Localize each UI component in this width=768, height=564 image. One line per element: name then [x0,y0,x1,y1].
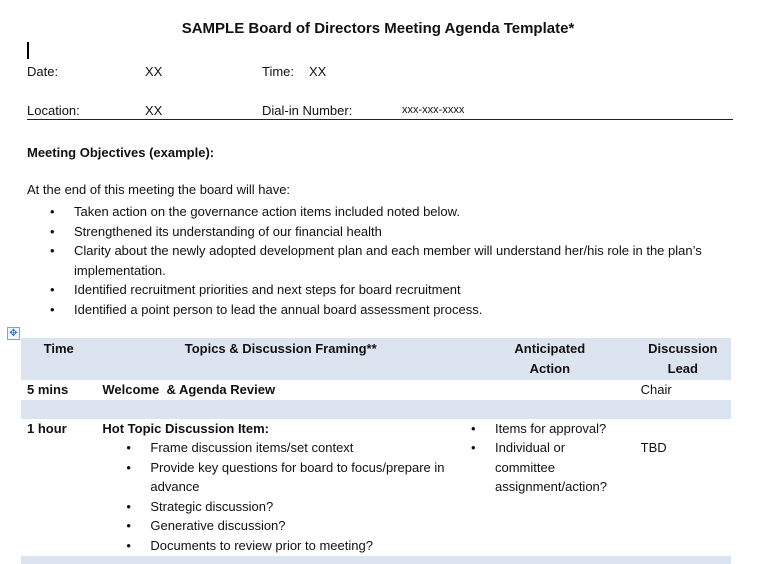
topic-sub-item: • Frame discussion items/set context [126,438,459,458]
topic-sub-item: • Documents to review prior to meeting? [126,536,459,556]
topic-sub-item: • Provide key questions for board to focus/prepare in advance [126,458,459,497]
agenda-table [21,338,731,564]
topic-sub-item: • Generative discussion? [126,516,459,536]
objective-item: • Strengthened its understanding of our financial health [50,222,730,242]
table-bottom-row [21,556,731,564]
header-lead [635,338,731,380]
objective-item: • Identified recruitment priorities and next steps for board recruitment [50,280,730,300]
row-topic-cell [96,419,465,556]
header-time: Time [43,341,74,356]
header-lead-label: Discussion Lead [648,341,718,376]
text-cursor [27,42,29,59]
dialin-value[interactable]: xxx-xxx-xxxx [402,104,465,116]
action-sub-item: • Individual or committee assignment/action? [471,438,621,497]
table-spacer-row [21,400,731,419]
date-value[interactable]: XX [145,64,163,79]
objectives-intro: At the end of this meeting the board will have: [27,182,291,197]
row-time: 5 mins [27,382,69,397]
action-sub-item: • Items for approval? [471,419,621,439]
row-lead-cell [635,419,731,556]
dialin-label: Dial-in Number: [262,103,353,118]
objective-item: • Taken action on the governance action items included noted below. [50,202,730,222]
topic-sub-list [102,438,459,556]
table-row [21,380,731,400]
location-value[interactable]: XX [145,103,163,118]
row-time: 1 hour [27,420,67,436]
row-topic: Hot Topic Discussion Item: [102,420,269,436]
objective-item: • Identified a point person to lead the annual board assessment process. [50,300,730,320]
header-action-label: Anticipated Action [514,341,586,376]
row-action [465,380,635,400]
row-action-cell [465,419,635,556]
table-header-row [21,338,731,380]
table-row [21,419,731,556]
action-sub-list [471,419,621,497]
objectives-list [50,202,730,320]
header-divider [27,119,733,120]
objectives-heading: Meeting Objectives (example): [27,145,215,160]
date-label: Date: [27,64,59,79]
time-value[interactable]: XX [309,64,327,79]
location-label: Location: [27,103,80,118]
time-label: Time: [262,64,295,79]
table-move-handle-icon[interactable]: ✥ [7,327,20,340]
objective-item: • Clarity about the newly adopted development plan and each member will understand her/his role in the plan’s implementation. [50,241,730,280]
topic-sub-item: • Strategic discussion? [126,497,459,517]
document-title: SAMPLE Board of Directors Meeting Agenda Template* [181,20,575,37]
row-lead: TBD [640,440,667,456]
row-topic: Welcome & Agenda Review [102,382,276,397]
header-action [465,338,635,380]
row-lead: Chair [640,382,672,397]
header-topics: Topics & Discussion Framing** [184,341,377,356]
